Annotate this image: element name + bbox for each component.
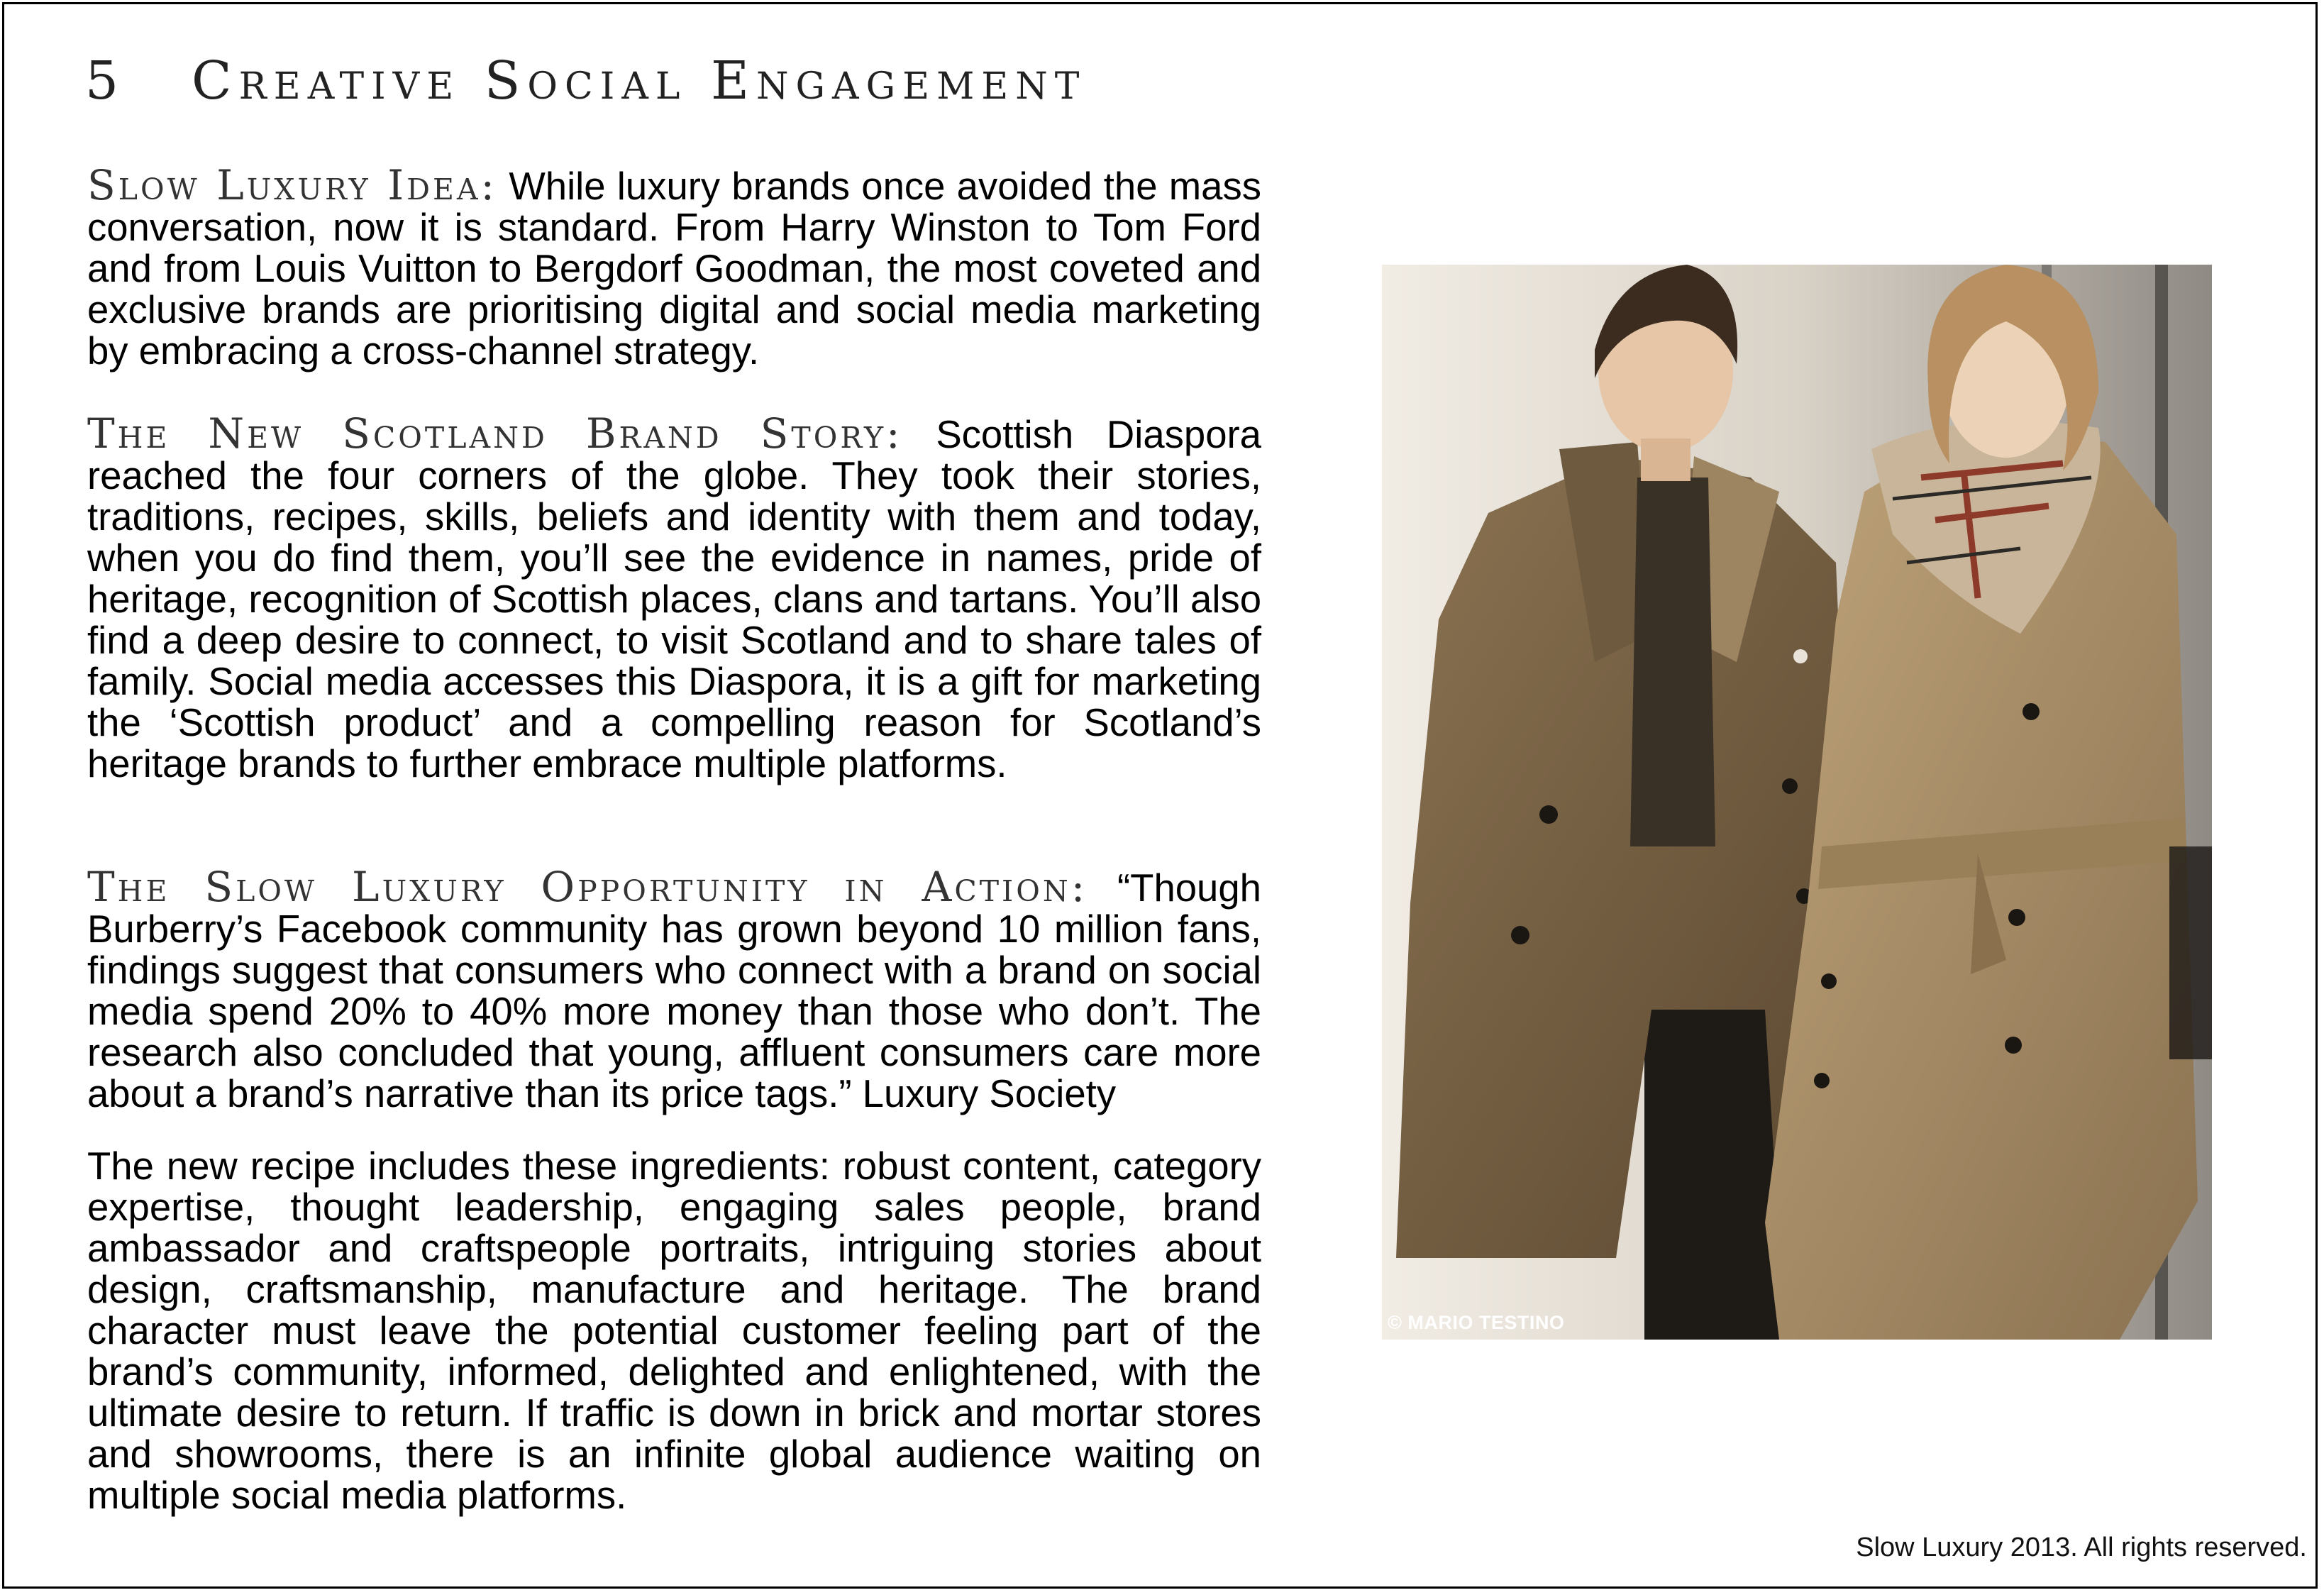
photo-credit: © MARIO TESTINO xyxy=(1388,1312,1565,1333)
section-number: 5 xyxy=(85,50,119,111)
fashion-photo xyxy=(1382,265,2212,1340)
footer-copyright: Slow Luxury 2013. All rights reserved. xyxy=(1856,1533,2307,1562)
paragraph-body: Scottish Diaspora reached the four corners of the globe. They took their stories, traditions, recipes, skills, beliefs and identity with them and today, when you do find them, you’ll see the evidence in names, pride of heritage, recognition of Scottish places, clans and tartans. You’ll also find a deep desire to connect, to visit Scotland and to share tales of family. Social media accesses this Diaspora, it is a gift for marketing the ‘Scottish product’ and a compelling reason for Scotland’s heritage brands to further embrace multiple platforms. xyxy=(87,413,1261,785)
paragraph-body: “Though Burberry’s Facebook community has grown beyond 10 million fans, findings suggest that consumers who connect with a brand on social media spend 20% to 40% more money than those who don’t. The research also concluded that young, affluent consumers care more about a brand’s narrative than its price tags.” Luxury Society xyxy=(87,866,1261,1115)
paragraph-heading: The Slow Luxury Opportunity in Action: xyxy=(87,863,1088,911)
section-title xyxy=(85,50,1263,113)
paragraph-body: While luxury brands once avoided the mass conversation, now it is standard. From Harry Winston to Tom Ford and from Louis Vuitton to Bergdorf Goodman, the most coveted and exclusive brands are prioritising digital and social media marketing by embracing a cross-channel strategy. xyxy=(87,165,1261,372)
section-title-text: Creative Social Engagement xyxy=(192,50,1087,111)
paragraph-opportunity-in-action xyxy=(87,863,1261,1115)
paragraph-body: The new recipe includes these ingredients: robust content, category expertise, thought leadership, engaging sales people, brand ambassador and craftspeople portraits, intriguing stories about design, craftsmanship, manufacture and heritage. The brand character must leave the potential customer feeling part of the brand’s community, informed, delighted and enlightened, with the ultimate desire to return. If traffic is down in brick and mortar stores and showrooms, there is an infinite global audience waiting on multiple social media platforms. xyxy=(87,1144,1261,1517)
body-text-column xyxy=(87,161,1261,1517)
paragraph-new-recipe xyxy=(87,1146,1261,1516)
trench-coat-models-illustration xyxy=(1382,265,2212,1340)
paragraph-brand-story xyxy=(87,409,1261,785)
paragraph-heading: The New Scotland Brand Story: xyxy=(87,409,903,458)
paragraph-heading: Slow Luxury Idea: xyxy=(87,161,498,209)
paragraph-slow-luxury-idea xyxy=(87,161,1261,372)
